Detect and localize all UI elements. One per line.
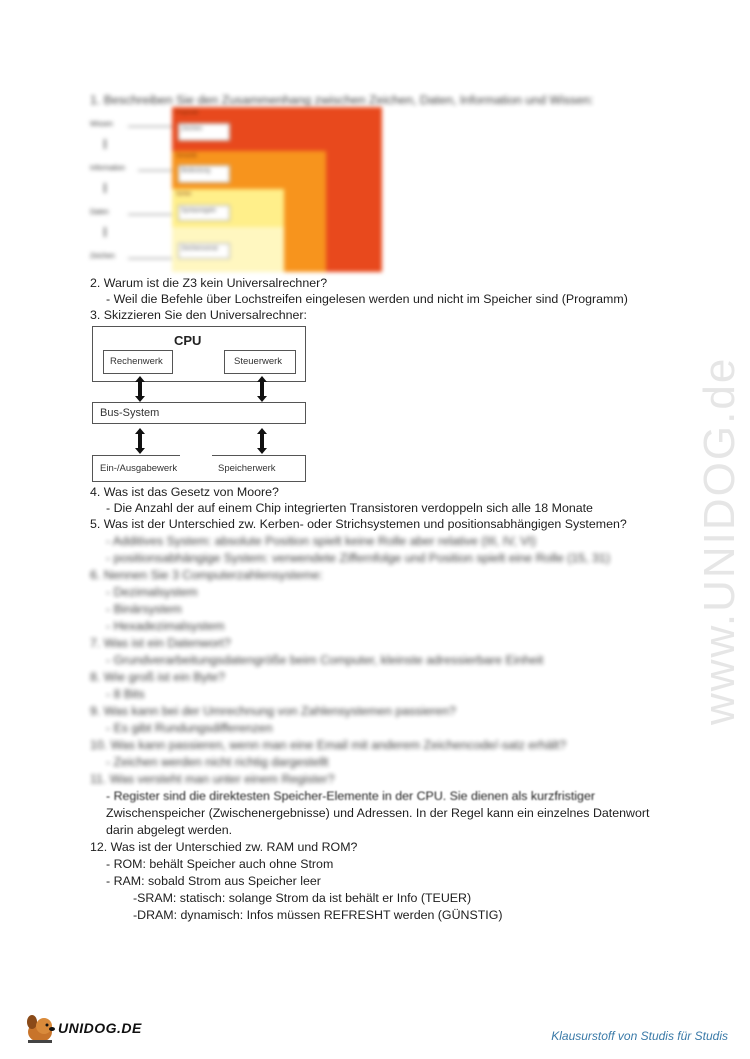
pyramid-level-title: Syntax <box>176 191 192 197</box>
bus-system-label: Bus-System <box>100 407 160 419</box>
answer-12-item: - ROM: behält Speicher auch ohne Strom <box>106 857 334 871</box>
divider <box>92 455 180 456</box>
answer-12-subitem: -DRAM: dynamisch: Infos müssen REFRESHT werden (GÜNSTIG) <box>133 908 503 922</box>
question-5: 5. Was ist der Unterschied zw. Kerben- oder Strichsystemen und positionsabhängigen Systemen? <box>90 517 627 531</box>
double-arrow-icon <box>257 428 267 454</box>
question-6: 6. Nennen Sie 3 Computerzahlensysteme: <box>90 568 323 582</box>
knowledge-pyramid-diagram <box>90 107 382 272</box>
question-7: 7. Was ist ein Datenwort? <box>90 636 231 650</box>
double-arrow-icon <box>135 376 145 402</box>
steuerwerk-label: Steuerwerk <box>234 356 283 367</box>
connector-line <box>128 126 172 127</box>
answer-5-item: - Additives System: absolute Position spielt keine Rolle aber relative (III, IV, VI) <box>106 534 536 548</box>
logo-text: UNIDOG.DE <box>58 1020 142 1036</box>
answer-11-line: Zwischenspeicher (Zwischenergebnisse) und Adressen. In der Regel kann ein einzelnes Datenwort <box>106 806 650 820</box>
pyramid-side-label: Daten <box>90 209 109 216</box>
connector-line <box>128 214 172 215</box>
answer-12-subitem: -SRAM: statisch: solange Strom da ist behält er Info (TEUER) <box>133 891 472 905</box>
answer-5-item: - positionsabhängige System: verwendete Ziffernfolge und Position spielt eine Rolle (15, 31) <box>106 551 610 565</box>
question-1: 1. Beschreiben Sie den Zusammenhang zwischen Zeichen, Daten, Information und Wissen: <box>90 93 594 107</box>
connector-arrow <box>104 227 106 237</box>
pyramid-side-label: Zeichen <box>90 253 115 260</box>
double-arrow-icon <box>135 428 145 454</box>
rechenwerk-label: Rechenwerk <box>110 356 163 367</box>
question-8: 8. Wie groß ist ein Byte? <box>90 670 225 684</box>
answer-11-line: - Register sind die direktesten Speicher-Elemente in der CPU. Sie dienen als kurzfristiger <box>106 789 595 803</box>
answer-7: - Grundverarbeitungsdatengröße beim Computer, kleinste adressierbare Einheit <box>106 653 544 667</box>
answer-6-item: - Dezimalsystem <box>106 585 198 599</box>
answer-6-item: - Binärsystem <box>106 602 182 616</box>
connector-line <box>138 170 172 171</box>
pyramid-side-label: Information <box>90 165 126 172</box>
question-3: 3. Skizzieren Sie den Universalrechner: <box>90 308 307 322</box>
answer-2: - Weil die Befehle über Lochstreifen eingelesen werden und nicht im Speicher sind (Programm) <box>106 292 628 306</box>
answer-10: - Zeichen werden nicht richtig dargestellt <box>106 755 329 769</box>
question-11: 11. Was versteht man unter einem Register? <box>90 772 335 786</box>
divider <box>212 455 306 456</box>
answer-11-line: darin abgelegt werden. <box>106 823 233 837</box>
answer-8: - 8 Bits <box>106 687 145 701</box>
cpu-label: CPU <box>174 333 202 348</box>
double-arrow-icon <box>257 376 267 402</box>
question-9: 9. Was kann bei der Umrechnung von Zahlensystemen passieren? <box>90 704 456 718</box>
question-2: 2. Warum ist die Z3 kein Universalrechner? <box>90 276 328 290</box>
answer-9: - Es gibt Rundungsdifferenzen <box>106 721 273 735</box>
pyramid-box: Syntaxregeln <box>178 205 230 221</box>
pyramid-side-label: Wissen <box>90 121 113 128</box>
connector-line <box>128 258 172 259</box>
pyramid-level-title: Pragmatik <box>176 110 199 116</box>
speicherwerk-label: Speicherwerk <box>218 463 276 474</box>
pyramid-box: Bedeutung <box>178 165 230 183</box>
connector-arrow <box>104 183 106 193</box>
answer-4: - Die Anzahl der auf einem Chip integrierten Transistoren verdoppeln sich alle 18 Monate <box>106 501 593 515</box>
connector-arrow <box>104 139 106 149</box>
watermark-text: www.UNIDOG.de <box>695 356 744 725</box>
footer-tagline: Klausurstoff von Studis für Studis <box>551 1029 728 1043</box>
question-10: 10. Was kann passieren, wenn man eine Email mit anderem Zeichencode/-satz erhält? <box>90 738 567 752</box>
pyramid-box: Zeichenvorrat <box>178 243 230 259</box>
question-4: 4. Was ist das Gesetz von Moore? <box>90 485 279 499</box>
pyramid-level-title: Semantik <box>176 153 197 159</box>
question-12: 12. Was ist der Unterschied zw. RAM und ROM? <box>90 840 358 854</box>
answer-12-item: - RAM: sobald Strom aus Speicher leer <box>106 874 321 888</box>
ein-ausgabewerk-label: Ein-/Ausgabewerk <box>100 463 178 474</box>
answer-6-item: - Hexadezimalsystem <box>106 619 225 633</box>
pyramid-box: Zeichen <box>178 123 230 141</box>
